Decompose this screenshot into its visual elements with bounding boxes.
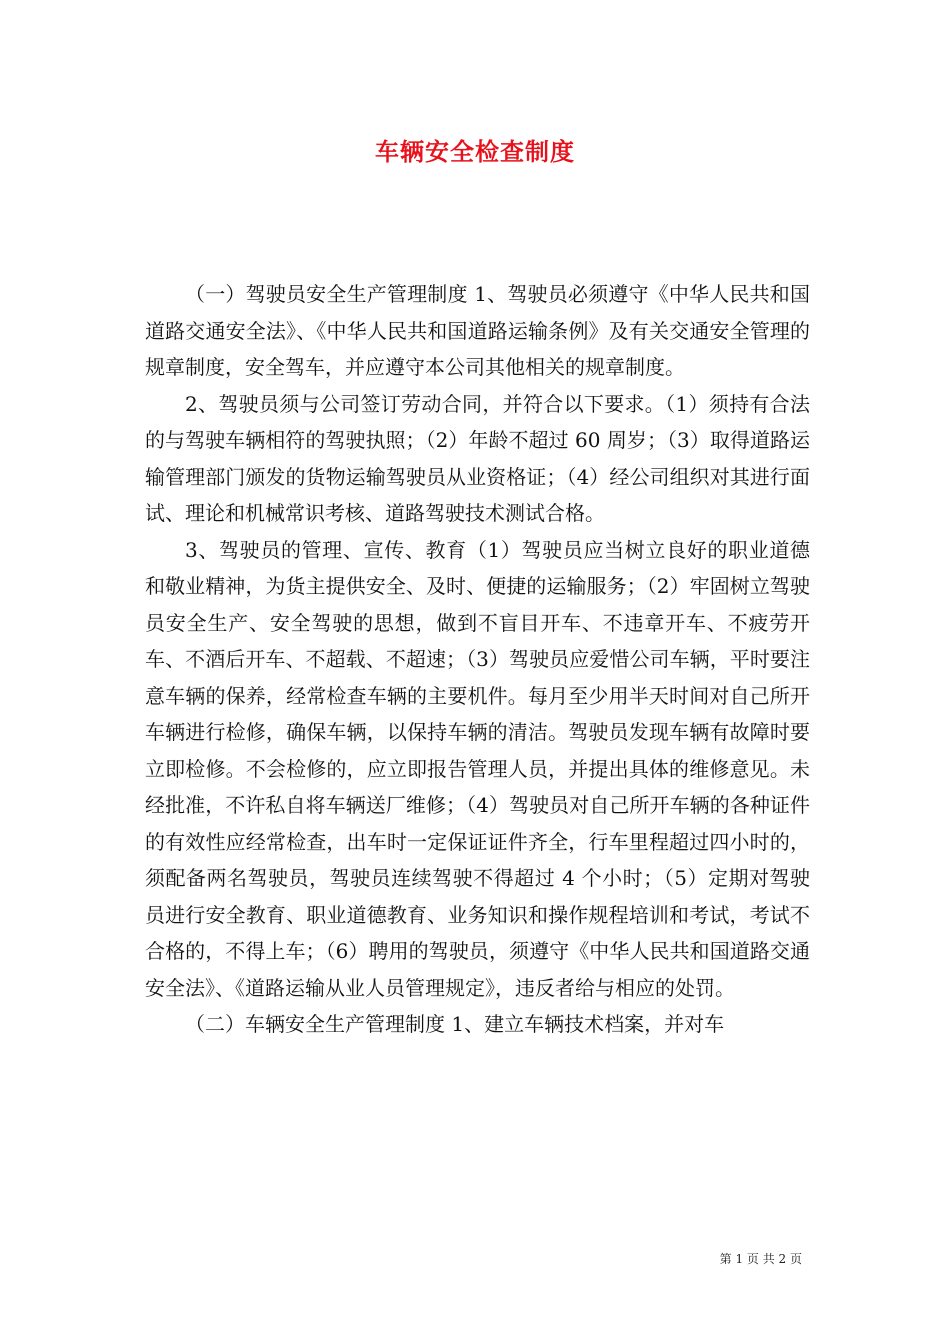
document-body (145, 276, 810, 1043)
page-footer: 第 1 页 共 2 页 (719, 1252, 802, 1266)
document-title: 车辆安全检查制度 (375, 137, 575, 166)
paragraph-2: 2、驾驶员须与公司签订劳动合同，并符合以下要求。（1）须持有合法的与驾驶车辆相符的驾驶执照；（2）年龄不超过 60 周岁；（3）取得道路运输管理部门颁发的货物运输驾驶员从业资格证；（4）经公司组织对其进行面试、理论和机械常识考核、道路驾驶技术测试合格。 (145, 391, 810, 525)
paragraph-4: （二）车辆安全生产管理制度 1、建立车辆技术档案，并对车 (185, 1012, 725, 1036)
paragraph-3: 3、驾驶员的管理、宣传、教育（1）驾驶员应当树立良好的职业道德和敬业精神，为货主提供安全、及时、便捷的运输服务；（2）牢固树立驾驶员安全生产、安全驾驶的思想，做到不盲目开车、不违章开车、不疲劳开车、不酒后开车、不超载、不超速；（3）驾驶员应爱惜公司车辆，平时要注意车辆的保养，经常检查车辆的主要机件。每月至少用半天时间对自己所开车辆进行检修，确保车辆，以保持车辆的清洁。驾驶员发现车辆有故障时要立即检修。不会检修的，应立即报告管理人员，并提出具体的维修意见。未经批准，不许私自将车辆送厂维修；（4）驾驶员对自己所开车辆的各种证件的有效性应经常检查，出车时一定保证证件齐全，行车里程超过四小时的，须配备两名驾驶员，驾驶员连续驾驶不得超过 4 个小时；（5）定期对驾驶员进行安全教育、职业道德教育、业务知识和操作规程培训和考试，考试不合格的，不得上车；（6）聘用的驾驶员，须遵守《中华人民共和国道路交通安全法》、《道路运输从业人员管理规定》，违反者给与相应的处罚。 (145, 537, 810, 1000)
paragraph-1: （一）驾驶员安全生产管理制度 1、驾驶员必须遵守《中华人民共和国道路交通安全法》、《中华人民共和国道路运输条例》及有关交通安全管理的规章制度，安全驾车，并应遵守本公司其他相关的规章制度。 (145, 282, 810, 379)
